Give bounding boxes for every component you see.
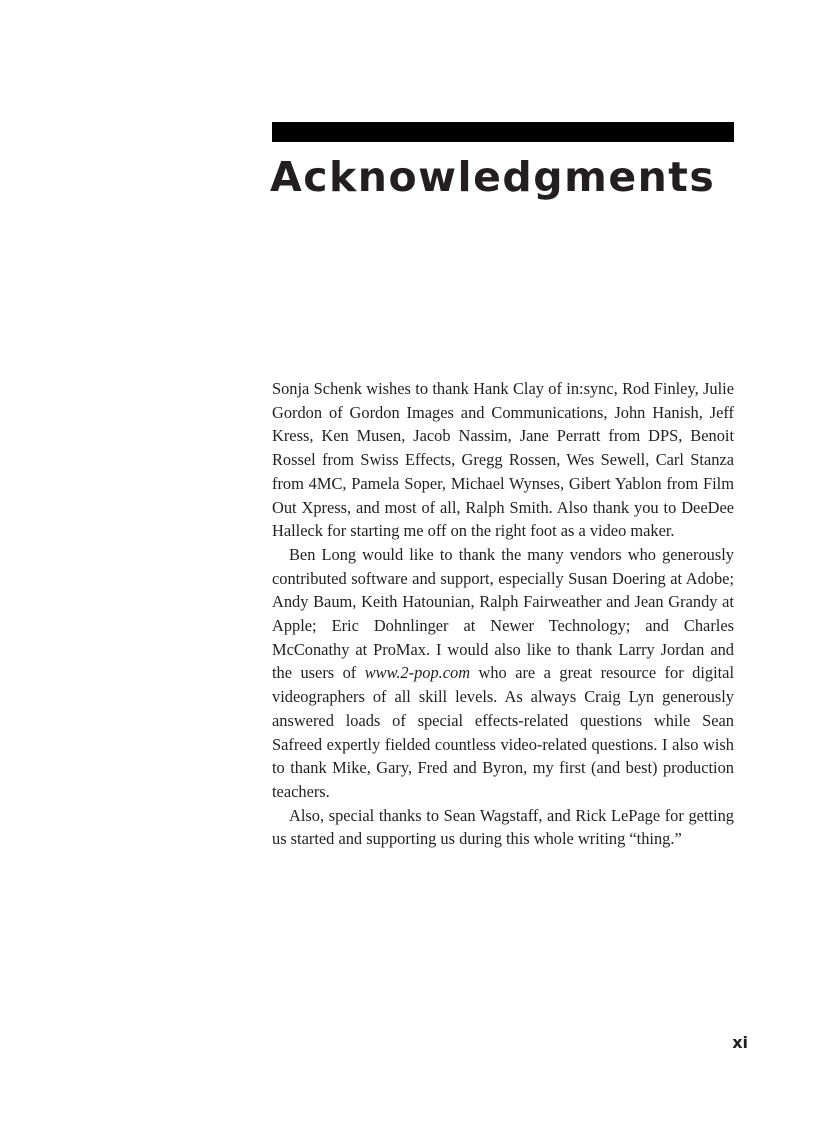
acknowledgments-body	[272, 377, 734, 851]
paragraph-sonja-schenk: Sonja Schenk wishes to thank Hank Clay of in:sync, Rod Finley, Julie Gordon of Gordon Images and Communications, John Hanish, Jeff Kress, Ken Musen, Jacob Nassim, Jane Perratt from DPS, Benoit Rossel from Swiss Effects, Gregg Rossen, Wes Sewell, Carl Stanza from 4MC, Pamela Soper, Michael Wynses, Gibert Yablon from Film Out Xpress, and most of all, Ralph Smith. Also thank you to DeeDee Halleck for starting me off on the right foot as a video maker.	[272, 379, 734, 541]
paragraph-ben-long	[272, 543, 734, 804]
paragraph-special-thanks: Also, special thanks to Sean Wagstaff, and Rick LePage for getting us started and supporting us during this whole writing “thing.”	[272, 805, 734, 849]
paragraph-text-after-link: who are a great resource for digital videographers of all skill levels. As always Craig Lyn generously answered loads of special effects-related questions while Sean Safreed expertly fielded countless video-related questions. I also wish to thank Mike, Gary, Fred and Byron, my first (and best) production teachers.	[272, 663, 734, 801]
website-link[interactable]: www.2-pop.com	[364, 663, 471, 683]
paragraph-text-before-link: Ben Long would like to thank the many vendors who generously contributed software and support, especially Susan Doering at Adobe; Andy Baum, Keith Hatounian, Ralph Fairweather and Jean Grandy at Apple; Eric Dohnlinger at Newer Technology; and Charles McConathy at ProMax. I would also like to thank Larry Jordan and the users of	[272, 544, 734, 683]
page-number: xi	[732, 1033, 748, 1052]
chapter-heading-bar	[272, 122, 734, 142]
page-title: Acknowledgments	[270, 153, 716, 201]
